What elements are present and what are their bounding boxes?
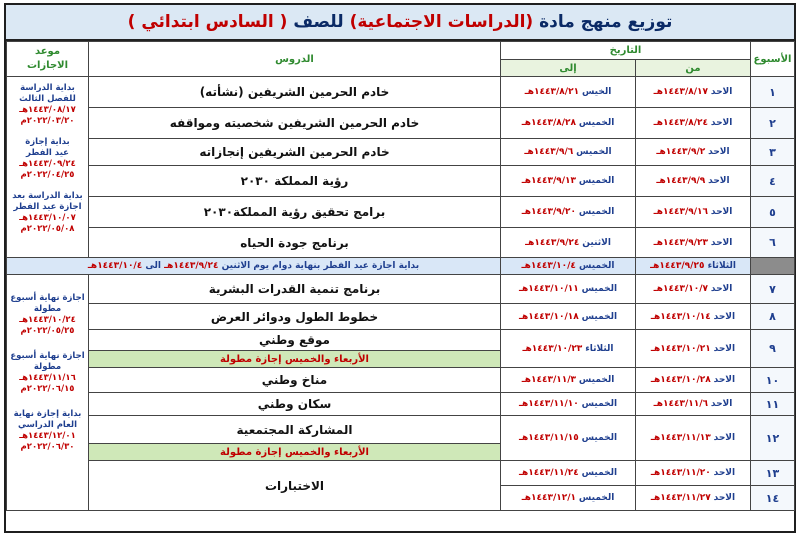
to-day: الخميس	[578, 207, 615, 217]
holiday-date-start: ١٤٤٣/٩/٢٤هـ	[164, 261, 219, 271]
table-row	[7, 77, 795, 108]
from-cell	[636, 139, 751, 166]
to-day: الخميس	[578, 375, 615, 385]
to-day: الخيس	[581, 87, 612, 97]
vacation-line: بداية الدراسة	[20, 83, 75, 93]
from-cell	[636, 486, 751, 511]
vacation-line: بداية إجازة نهاية	[13, 409, 82, 419]
from-cell	[636, 77, 751, 108]
from-cell	[636, 108, 751, 139]
table-row	[7, 108, 795, 139]
from-day: الاحد	[713, 311, 736, 322]
to-day: الخميس	[581, 311, 618, 322]
table-row	[7, 275, 795, 304]
to-date: ١٤٤٣/٩/٢٠هـ	[521, 207, 577, 217]
lesson-title: برنامج جودة الحياه	[89, 228, 501, 258]
title-mid: للصف	[293, 12, 344, 32]
from-date: ١٤٤٣/١١/٢٠هـ	[650, 468, 711, 478]
vacations-block-1	[7, 77, 89, 258]
vacation-line: عيد الفطر	[26, 148, 69, 158]
from-date: ١٤٤٣/١٠/٢١هـ	[650, 343, 711, 354]
vacation-line: مطولة	[33, 304, 62, 314]
vacation-line: بداية الدراسة بعد	[12, 191, 83, 201]
table-row	[7, 461, 795, 486]
to-cell	[501, 228, 636, 258]
lesson-note: الأربعاء والخميس إجازة مطولة	[89, 351, 501, 368]
holiday-text: بداية اجازة عيد الفطر بنهاية دوام يوم الاثنين	[221, 261, 420, 271]
to-day: الخميس	[576, 147, 612, 157]
holiday-row	[7, 258, 795, 275]
title-prefix: توزيع منهج مادة	[539, 12, 673, 32]
to-cell	[501, 304, 636, 330]
lesson-title: مناخ وطني	[89, 368, 501, 393]
vacation-entry	[7, 275, 88, 341]
holiday-date-end: ١٤٤٣/١٠/٤هـ	[87, 261, 143, 271]
to-cell	[501, 393, 636, 416]
vacation-hijri: ١٤٤٣/٠٩/٢٤هـ	[19, 159, 76, 169]
from-cell	[636, 393, 751, 416]
lesson-title: خادم الحرمين الشريفين شخصيته ومواقفه	[89, 108, 501, 139]
from-cell	[636, 228, 751, 258]
week-number: ٩	[751, 330, 795, 368]
from-day: الاحد	[710, 399, 733, 409]
vacation-hijri: ١٤٤٣/١٠/٢٤هـ	[19, 315, 76, 325]
from-cell	[636, 275, 751, 304]
table-row	[7, 166, 795, 197]
vacation-line: اجازة نهاية أسبوع	[10, 293, 85, 303]
title-grade: ( السادس ابتدائي )	[127, 12, 288, 32]
to-date: ١٤٤٣/١١/٣هـ	[521, 375, 577, 385]
week-number: ١١	[751, 393, 795, 416]
week-number: ١٠	[751, 368, 795, 393]
header-date: التاريخ	[501, 42, 751, 60]
from-date: ١٤٤٣/٨/١٧هـ	[653, 87, 708, 97]
vacation-line: للفصل الثالث	[19, 94, 76, 104]
week-number: ١٤	[751, 486, 795, 511]
to-date: ١٤٤٣/٨/٢١هـ	[524, 87, 580, 97]
lesson-title: رؤية المملكة ٢٠٣٠	[89, 166, 501, 197]
to-day: الخميس	[578, 118, 615, 128]
lesson-title: خطوط الطول ودوائر العرض	[89, 304, 501, 330]
from-day: الاحد	[708, 147, 730, 157]
from-day: الاحد	[713, 375, 736, 385]
vacation-entry	[7, 399, 88, 457]
lesson-title: خادم الحرمين الشريفين إنجازاته	[89, 139, 501, 166]
table-row	[7, 304, 795, 330]
vacation-gregorian: ٢٠٢٢/٠٣/٢٠م	[20, 116, 75, 126]
vacation-gregorian: ٢٠٢٢/٠٦/١٥م	[20, 384, 75, 394]
header-to: إلى	[501, 60, 636, 77]
to-cell	[501, 108, 636, 139]
to-day: الخميس	[581, 433, 618, 443]
week-number: ١٣	[751, 461, 795, 486]
to-day: الخميس	[578, 176, 615, 186]
to-date: ١٤٤٣/١٢/١هـ	[521, 493, 577, 503]
to-date: ١٤٤٣/٩/٦هـ	[524, 147, 574, 157]
from-cell	[636, 368, 751, 393]
vacation-line: اجازة عيد الفطر	[13, 202, 82, 212]
header-vacations-line1: موعد	[34, 46, 61, 57]
from-date: ١٤٤٣/٩/١٦هـ	[653, 207, 708, 217]
vacation-hijri: ١٤٤٣/٠٨/١٧هـ	[19, 105, 76, 115]
from-cell	[636, 197, 751, 228]
to-cell	[501, 77, 636, 108]
to-day: الاثنين	[582, 237, 611, 248]
to-cell	[501, 275, 636, 304]
table-row	[7, 393, 795, 416]
title-subject: (الدراسات الاجتماعية)	[349, 12, 534, 32]
table-row	[7, 330, 795, 351]
to-date: ١٤٤٣/١١/٢٤هـ	[518, 468, 579, 478]
to-cell	[501, 166, 636, 197]
from-date: ١٤٤٣/٩/٢٥هـ	[650, 261, 705, 271]
vacation-line: بداية إجازة	[25, 137, 70, 147]
vacation-entry	[7, 77, 88, 131]
to-day: الخميس	[578, 493, 615, 503]
lesson-title: سكان وطني	[89, 393, 501, 416]
holiday-text-to: الى	[145, 261, 161, 271]
from-date: ١٤٤٣/١٠/٧هـ	[653, 284, 708, 294]
to-cell	[501, 486, 636, 511]
to-cell	[501, 461, 636, 486]
week-number: ٢	[751, 108, 795, 139]
vacation-hijri: ١٤٤٣/١٠/٠٧هـ	[19, 213, 76, 223]
curriculum-sheet	[4, 3, 796, 533]
vacation-hijri: ١٤٤٣/١٢/٠١هـ	[19, 431, 76, 441]
to-day: الخميس	[581, 468, 618, 478]
week-number: ٣	[751, 139, 795, 166]
schedule-table	[6, 41, 795, 511]
table-row	[7, 416, 795, 444]
to-date: ١٤٤٣/١١/١٠هـ	[518, 399, 579, 409]
week-number: ٥	[751, 197, 795, 228]
vacation-entry	[7, 185, 88, 239]
from-date: ١٤٤٣/٩/٢هـ	[656, 147, 706, 157]
lesson-title: المشاركة المجتمعية	[89, 416, 501, 444]
lesson-title: خادم الحرمين الشريفين (نشأته)	[89, 77, 501, 108]
to-date: ١٤٤٣/٩/١٣هـ	[521, 176, 577, 186]
from-cell	[636, 258, 751, 275]
vacation-gregorian: ٢٠٢٢/٠٥/٢٥م	[20, 326, 75, 336]
header-from: من	[636, 60, 751, 77]
from-day: الاحد	[713, 468, 736, 478]
to-day: الخميس	[581, 284, 618, 294]
from-day: الاحد	[710, 87, 733, 97]
from-date: ١٤٤٣/٩/٩هـ	[656, 176, 706, 186]
from-date: ١٤٤٣/١١/٦هـ	[653, 399, 708, 409]
week-number: ٤	[751, 166, 795, 197]
from-day: الاحد	[710, 118, 733, 128]
from-day: الثلاثاء	[707, 261, 736, 271]
exams-cell: الاختبارات	[89, 461, 501, 511]
to-date: ١٤٤٣/١٠/٢٣هـ	[522, 343, 583, 354]
to-cell	[501, 197, 636, 228]
vacation-gregorian: ٢٠٢٢/٠٥/٠٨م	[20, 224, 75, 234]
vacation-gregorian: ٢٠٢٢/٠٤/٢٥م	[20, 170, 75, 180]
to-day: الثلاثاء	[585, 343, 614, 354]
lesson-title: برامج تحقيق رؤية المملكة٢٠٣٠	[89, 197, 501, 228]
header-vacations-line2: الاجازات	[26, 60, 69, 71]
from-cell	[636, 166, 751, 197]
to-cell	[501, 139, 636, 166]
vacation-line: مطولة	[33, 362, 62, 372]
vacation-line: العام الدراسي	[17, 420, 78, 430]
vacation-entry	[7, 131, 88, 185]
from-day: الاحد	[710, 207, 733, 217]
holiday-week-cell	[751, 258, 795, 275]
vacation-line: اجازة نهاية أسبوع	[10, 351, 85, 361]
from-day: الاحد	[713, 433, 736, 443]
to-date: ١٤٤٣/١١/١٥هـ	[518, 433, 579, 443]
from-date: ١٤٤٣/١١/٢٧هـ	[650, 493, 711, 503]
page-title	[6, 5, 794, 41]
table-row	[7, 197, 795, 228]
from-cell	[636, 416, 751, 461]
week-number: ١٢	[751, 416, 795, 461]
table-row	[7, 368, 795, 393]
from-date: ١٤٤٣/١١/١٣هـ	[650, 433, 711, 443]
from-date: ١٤٤٣/٨/٢٤هـ	[653, 118, 708, 128]
lesson-title: موقع وطني	[89, 330, 501, 351]
from-date: ١٤٤٣/١٠/٢٨هـ	[650, 375, 711, 385]
header-vacations	[7, 42, 89, 77]
holiday-note	[7, 258, 501, 275]
vacation-hijri: ١٤٤٣/١١/١٦هـ	[19, 373, 76, 383]
from-day: الاحد	[710, 284, 733, 294]
to-cell	[501, 330, 636, 368]
to-cell	[501, 368, 636, 393]
to-date: ١٤٤٣/٩/٢٤هـ	[525, 237, 580, 248]
to-cell	[501, 416, 636, 461]
to-date: ١٤٤٣/١٠/٤هـ	[521, 261, 576, 271]
to-cell	[501, 258, 636, 275]
from-cell	[636, 461, 751, 486]
week-number: ٨	[751, 304, 795, 330]
from-date: ١٤٤٣/٩/٢٣هـ	[653, 237, 708, 248]
to-date: ١٤٤٣/١٠/١٨هـ	[518, 311, 579, 322]
to-day: الخميس	[581, 399, 618, 409]
header-lessons: الدروس	[89, 42, 501, 77]
from-day: الاحد	[713, 493, 736, 503]
to-date: ١٤٤٣/٨/٢٨هـ	[521, 118, 577, 128]
week-number: ١	[751, 77, 795, 108]
lesson-title: برنامج تنمية القدرات البشرية	[89, 275, 501, 304]
table-row	[7, 139, 795, 166]
from-cell	[636, 330, 751, 368]
to-day: الخميس	[579, 261, 615, 271]
lesson-note: الأربعاء والخميس إجازة مطولة	[89, 444, 501, 461]
vacation-gregorian: ٢٠٢٢/٠٦/٣٠م	[20, 442, 75, 452]
from-date: ١٤٤٣/١٠/١٤هـ	[650, 311, 711, 322]
from-day: الاحد	[713, 343, 736, 354]
vacations-block-2	[7, 275, 89, 511]
vacation-entry	[7, 341, 88, 399]
from-day: الاحد	[708, 176, 730, 186]
week-number: ٧	[751, 275, 795, 304]
header-week: الأسبوع	[751, 42, 795, 77]
from-day: الاحد	[710, 237, 733, 248]
from-cell	[636, 304, 751, 330]
table-row	[7, 228, 795, 258]
week-number: ٦	[751, 228, 795, 258]
to-date: ١٤٤٣/١٠/١١هـ	[518, 284, 579, 294]
